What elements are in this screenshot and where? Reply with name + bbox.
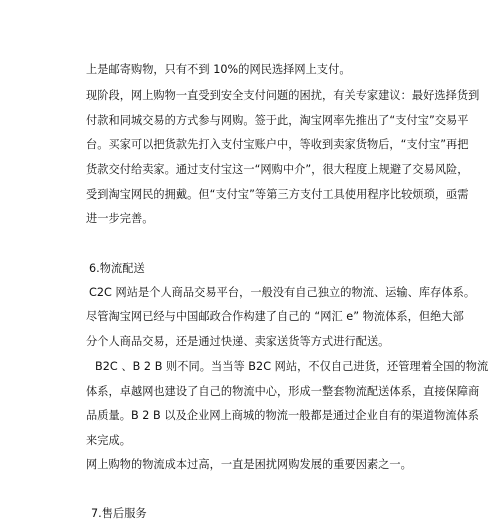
text-line: 尽管淘宝网已经与中国邮政合作构建了自己的 “网汇 e” 物流体系，但绝大部	[86, 310, 464, 323]
text-line: 体系，卓越网也建设了自己的物流中心，形成一整套物流配送体系，直接保障商	[86, 385, 480, 398]
text-line: 现阶段，网上购物一直受到安全支付问题的困扰，有关专家建议：最好选择货到	[86, 89, 480, 102]
text-line: 受到淘宝网民的拥戴。但“支付宝”等第三方支付工具使用程序比较烦琐，亟需	[86, 188, 469, 201]
section-heading: 7.售后服务	[91, 507, 147, 520]
section-heading: 6.物流配送	[89, 262, 145, 275]
text-line: C2C 网站是个人商品交易平台，一般没有自己独立的物流、运输、库存体系。	[89, 286, 476, 299]
text-line: 品质量。B 2 B 以及企业网上商城的物流一般都是通过企业自有的渠道物流体系	[86, 409, 480, 422]
text-line: 货款交付给卖家。通过支付宝这一“网购中介”，很大程度上规避了交易风险，	[86, 163, 469, 176]
text-line: 台。买家可以把货款先打入支付宝账户中，等收到卖家货物后，“支付宝”再把	[86, 138, 469, 151]
text-line: 付款和同城交易的方式参与网购。签于此，淘宝网率先推出了“支付宝”交易平	[86, 114, 469, 127]
text-line: 来完成。	[86, 434, 131, 447]
text-line: 分个人商品交易，还是通过快递、卖家送货等方式进行配送。	[86, 335, 390, 348]
text-line: 进一步完善。	[86, 212, 154, 225]
text-line: B2C 、B 2 B 则不同。当当等 B2C 网站，不仅自己进货，还管理着全国的物流	[95, 360, 489, 373]
text-line: 网上购物的物流成本过高，一直是困扰网购发展的重要因素之一。	[86, 458, 412, 471]
text-line: 上是邮寄购物，只有不到 10%的网民选择网上支付。	[86, 63, 351, 76]
